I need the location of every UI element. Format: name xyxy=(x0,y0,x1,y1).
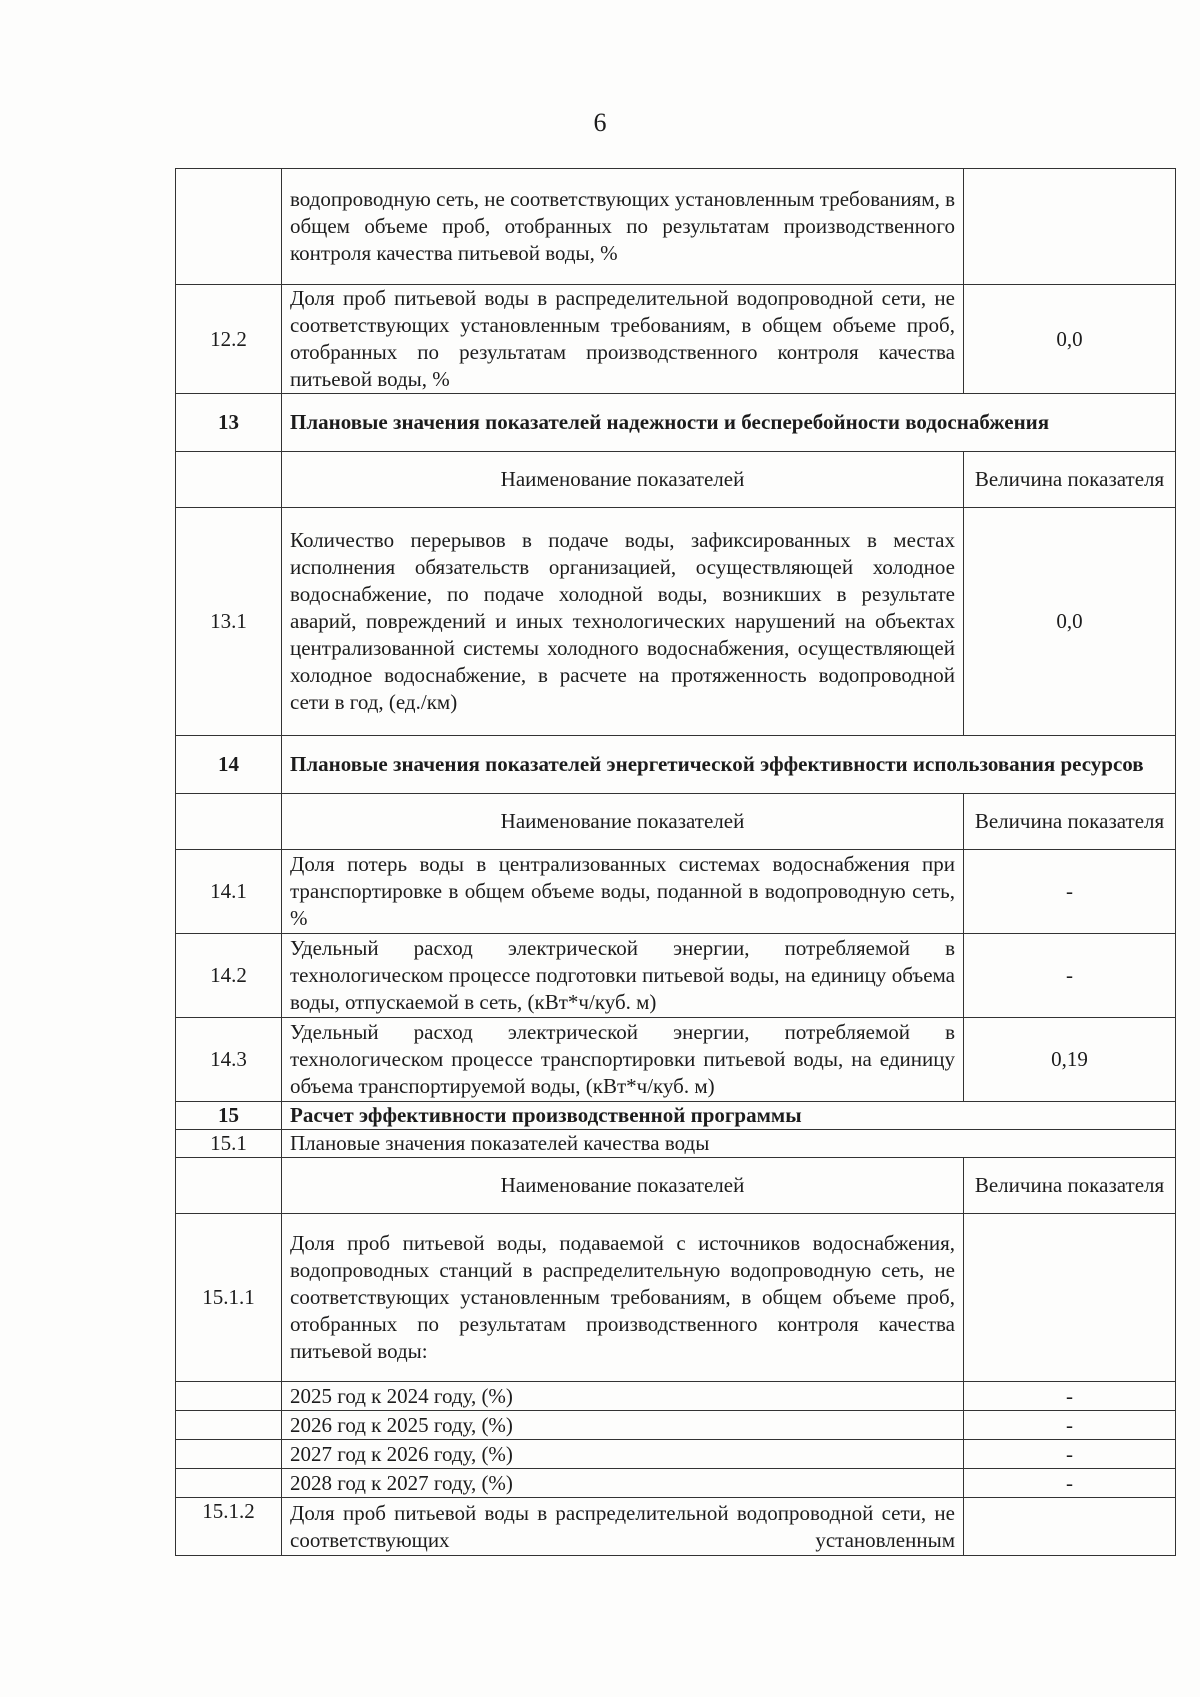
empty-cell xyxy=(176,1469,282,1498)
row-value: 0,19 xyxy=(964,1018,1176,1102)
subsection-title: Плановые значения показателей качества воды xyxy=(282,1130,1176,1158)
row-number: 12.2 xyxy=(176,285,282,394)
subsection-row xyxy=(176,1130,1176,1158)
row-description: Удельный расход электрической энергии, потребляемой в технологическом процессе транспортировки питьевой воды, на единицу объема транспортируемой воды, (кВт*ч/куб. м) xyxy=(282,1018,964,1102)
row-number: 13.1 xyxy=(176,508,282,736)
section-number: 15 xyxy=(176,1102,282,1130)
column-header-value: Величина показателя xyxy=(964,1158,1176,1214)
year-row xyxy=(176,1440,1176,1469)
table-row xyxy=(176,1214,1176,1382)
section-title: Плановые значения показателей надежности и бесперебойности водоснабжения xyxy=(282,394,1176,452)
column-header-name: Наименование показателей xyxy=(282,452,964,508)
table-row xyxy=(176,1498,1176,1556)
row-number: 14.1 xyxy=(176,850,282,934)
table-row xyxy=(176,1018,1176,1102)
section-title: Плановые значения показателей энергетической эффективности использования ресурсов xyxy=(282,736,1176,794)
row-value xyxy=(964,1214,1176,1382)
header-row xyxy=(176,1158,1176,1214)
year-label: 2026 год к 2025 году, (%) xyxy=(282,1411,964,1440)
empty-cell xyxy=(176,1382,282,1411)
table-row xyxy=(176,285,1176,394)
section-row xyxy=(176,394,1176,452)
header-row xyxy=(176,794,1176,850)
year-label: 2027 год к 2026 году, (%) xyxy=(282,1440,964,1469)
column-header-value: Величина показателя xyxy=(964,794,1176,850)
row-number: 15.1.1 xyxy=(176,1214,282,1382)
row-value: 0,0 xyxy=(964,508,1176,736)
row-description: водопроводную сеть, не соответствующих установленным требованиям, в общем объеме проб, отобранных по результатам производственного контроля качества питьевой воды, % xyxy=(282,169,964,285)
row-number: 14.2 xyxy=(176,934,282,1018)
year-value: - xyxy=(964,1382,1176,1411)
column-header-name: Наименование показателей xyxy=(282,794,964,850)
indicators-table xyxy=(175,168,1176,1556)
year-label: 2028 год к 2027 году, (%) xyxy=(282,1469,964,1498)
table-row xyxy=(176,169,1176,285)
table-row xyxy=(176,934,1176,1018)
row-description: Доля потерь воды в централизованных системах водоснабжения при транспортировке в общем объеме воды, поданной в водопроводную сеть, % xyxy=(282,850,964,934)
page-number: 6 xyxy=(593,108,607,137)
row-number: 15.1.2 xyxy=(176,1498,282,1556)
row-description: Удельный расход электрической энергии, потребляемой в технологическом процессе подготовки питьевой воды, на единицу объема воды, отпускаемой в сеть, (кВт*ч/куб. м) xyxy=(282,934,964,1018)
year-row xyxy=(176,1382,1176,1411)
row-value: 0,0 xyxy=(964,285,1176,394)
row-description: Количество перерывов в подаче воды, зафиксированных в местах исполнения обязательств организацией, осуществляющей холодное водоснабжение, по подаче холодной воды, возникших в результате аварий, повреждений и иных технологических нарушений на объектах централизованной системы холодного водоснабжения, осуществляющей холодное водоснабжение, в расчете на протяженность водопроводной сети в год, (ед./км) xyxy=(282,508,964,736)
row-value xyxy=(964,169,1176,285)
table-row xyxy=(176,850,1176,934)
year-value: - xyxy=(964,1411,1176,1440)
year-value: - xyxy=(964,1469,1176,1498)
row-value xyxy=(964,1498,1176,1556)
year-label: 2025 год к 2024 году, (%) xyxy=(282,1382,964,1411)
column-header-value: Величина показателя xyxy=(964,452,1176,508)
section-number: 14 xyxy=(176,736,282,794)
column-header-name: Наименование показателей xyxy=(282,1158,964,1214)
section-number: 13 xyxy=(176,394,282,452)
year-value: - xyxy=(964,1440,1176,1469)
subsection-number: 15.1 xyxy=(176,1130,282,1158)
empty-cell xyxy=(176,1158,282,1214)
row-description: Доля проб питьевой воды в распределительной водопроводной сети, не соответствующих установленным требованиям, в общем объеме проб, отобранных по результатам производственного контроля качества питьевой воды, % xyxy=(282,285,964,394)
section-row xyxy=(176,1102,1176,1130)
header-row xyxy=(176,452,1176,508)
section-row xyxy=(176,736,1176,794)
row-value: - xyxy=(964,850,1176,934)
empty-cell xyxy=(176,452,282,508)
year-row xyxy=(176,1469,1176,1498)
section-title: Расчет эффективности производственной программы xyxy=(282,1102,1176,1130)
empty-cell xyxy=(176,794,282,850)
row-description: Доля проб питьевой воды в распределительной водопроводной сети, не соответствующих установленным xyxy=(282,1498,964,1556)
empty-cell xyxy=(176,1440,282,1469)
table-row xyxy=(176,508,1176,736)
row-value: - xyxy=(964,934,1176,1018)
row-number xyxy=(176,169,282,285)
row-number: 14.3 xyxy=(176,1018,282,1102)
empty-cell xyxy=(176,1411,282,1440)
row-description: Доля проб питьевой воды, подаваемой с источников водоснабжения, водопроводных станций в распределительную водопроводную сеть, не соответствующих установленным требованиям, в общем объеме проб, отобранных по результатам производственного контроля качества питьевой воды: xyxy=(282,1214,964,1382)
year-row xyxy=(176,1411,1176,1440)
